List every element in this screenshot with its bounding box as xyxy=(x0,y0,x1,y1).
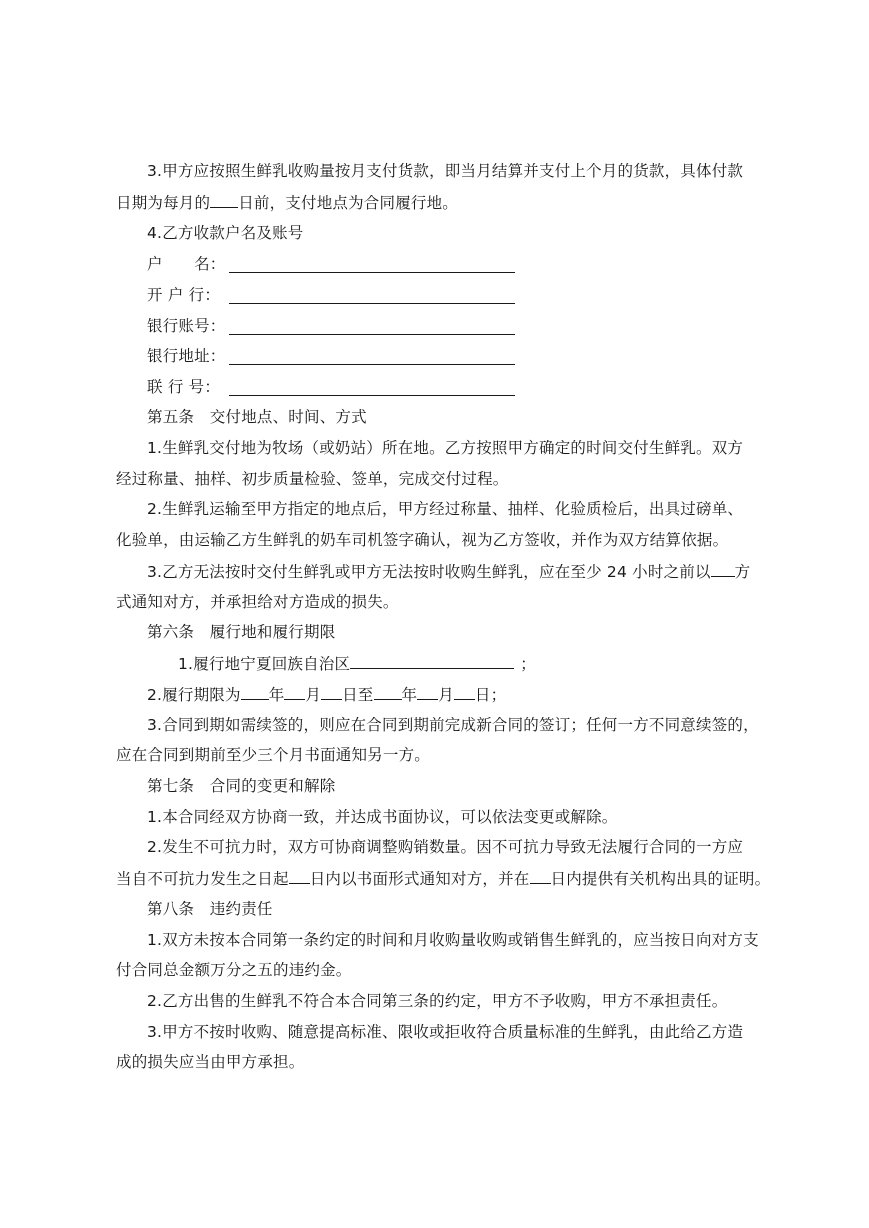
place-prefix: 1.履行地宁夏回族自治区 xyxy=(178,655,351,673)
article-7-title: 第七条 合同的变更和解除 xyxy=(147,777,336,795)
start-month-blank[interactable] xyxy=(284,684,305,700)
bank-label: 开 户 行： xyxy=(147,286,221,304)
article-7-2-line-2 xyxy=(116,868,770,889)
bank-address-label: 银行地址： xyxy=(147,347,226,365)
start-month-label: 月 xyxy=(305,686,322,704)
article-7-1: 1.本合同经双方协商一致，并达成书面协议，可以依法变更或解除。 xyxy=(147,808,618,826)
account-name-label: 户 名： xyxy=(147,255,226,273)
start-year-blank[interactable] xyxy=(241,684,269,700)
article-8-3-line-1: 3.甲方不按时收购、随意提高标准、限收或拒收符合质量标准的生鲜乳，由此给乙方造 xyxy=(147,1023,744,1041)
article-8-3-line-2: 成的损失应当由甲方承担。 xyxy=(116,1053,305,1071)
article-6-3-line-2: 应在合同到期前至少三个月书面通知另一方。 xyxy=(116,746,431,764)
article-8-2: 2.乙方出售的生鲜乳不符合本合同第三条的约定，甲方不予收购，甲方不承担责任。 xyxy=(147,992,728,1010)
bank-blank[interactable] xyxy=(229,302,515,304)
term-prefix: 2.履行期限为 xyxy=(147,686,241,704)
article-7-2-line-1: 2.发生不可抗力时，双方可协商调整购销数量。因不可抗力导致无法履行合同的一方应 xyxy=(147,838,744,856)
article-5-3-line-2: 式通知对方，并承担给对方造成的损失。 xyxy=(116,593,399,611)
account-info-heading: 4.乙方收款户名及账号 xyxy=(147,224,304,242)
bank-account-label: 银行账号： xyxy=(147,317,226,335)
article-6-3-line-1: 3.合同到期如需续签的，则应在合同到期前完成新合同的签订；任何一方不同意续签的， xyxy=(147,716,759,734)
payment-day-blank[interactable] xyxy=(210,192,238,208)
notice-method-blank[interactable] xyxy=(711,561,735,577)
payment-date-suffix: 日前，支付地点为合同履行地。 xyxy=(238,194,459,212)
notice-method-suffix: 方 xyxy=(734,563,751,581)
proof-days-blank[interactable] xyxy=(530,868,551,884)
end-year-blank[interactable] xyxy=(374,684,402,700)
article-5-2-line-2: 化验单，由运输乙方生鲜乳的奶车司机签字确认，视为乙方签收，并作为双方结算依据。 xyxy=(116,531,729,549)
bank-code-blank[interactable] xyxy=(229,394,515,396)
article-8-1-line-1: 1.双方未按本合同第一条约定的时间和月收购量收购或销售生鲜乳的，应当按日向对方支 xyxy=(147,931,759,949)
start-day-blank[interactable] xyxy=(321,684,342,700)
payment-clause-line-2 xyxy=(116,192,458,213)
end-year-label: 年 xyxy=(401,686,418,704)
article-5-1-line-2: 经过称量、抽样、初步质量检验、签单，完成交付过程。 xyxy=(116,470,509,488)
article-6-2 xyxy=(147,684,506,705)
end-day-blank[interactable] xyxy=(454,684,475,700)
bank-account-blank[interactable] xyxy=(229,333,515,335)
article-6-title: 第六条 履行地和履行期限 xyxy=(147,623,336,641)
start-year-label: 年 xyxy=(268,686,285,704)
end-day-label: 日； xyxy=(474,686,507,704)
article-5-2-line-1: 2.生鲜乳运输至甲方指定的地点后，甲方经过称量、抽样、化验质检后，出具过磅单、 xyxy=(147,500,744,518)
force-majeure-suffix: 日内提供有关机构出具的证明。 xyxy=(550,870,771,888)
force-majeure-middle: 日内以书面形式通知对方，并在 xyxy=(309,870,530,888)
payment-date-prefix: 日期为每月的 xyxy=(116,194,211,212)
place-suffix: ； xyxy=(520,655,536,673)
force-majeure-prefix: 当自不可抗力发生之日起 xyxy=(116,870,289,888)
article-8-title: 第八条 违约责任 xyxy=(147,900,273,918)
end-month-label: 月 xyxy=(438,686,454,704)
place-blank[interactable] xyxy=(350,653,514,669)
article-6-1 xyxy=(178,653,536,674)
bank-address-blank[interactable] xyxy=(229,363,515,365)
notice-days-blank[interactable] xyxy=(289,868,310,884)
bank-code-label: 联 行 号： xyxy=(147,378,221,396)
article-5-3-line-1 xyxy=(147,561,750,582)
article-5-1-line-1: 1.生鲜乳交付地为牧场（或奶站）所在地。乙方按照甲方确定的时间交付生鲜乳。双方 xyxy=(147,439,744,457)
end-month-blank[interactable] xyxy=(417,684,438,700)
account-name-blank[interactable] xyxy=(229,271,515,273)
article-8-1-line-2: 付合同总金额万分之五的违约金。 xyxy=(116,961,352,979)
start-day-label: 日至 xyxy=(342,686,374,704)
article-5-title: 第五条 交付地点、时间、方式 xyxy=(147,408,367,426)
notice-method-prefix: 3.乙方无法按时交付生鲜乳或甲方无法按时收购生鲜乳，应在至少 24 小时之前以 xyxy=(147,563,711,581)
payment-clause-line-1: 3.甲方应按照生鲜乳收购量按月支付货款，即当月结算并支付上个月的货款，具体付款 xyxy=(147,162,744,180)
